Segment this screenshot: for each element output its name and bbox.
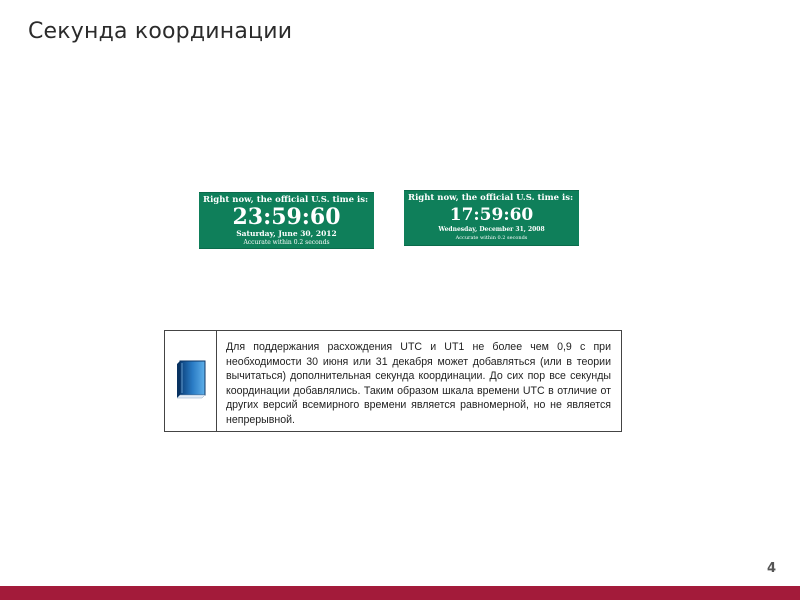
clock-caption: Right now, the official U.S. time is: bbox=[408, 193, 574, 203]
page-number: 4 bbox=[767, 561, 777, 576]
clock-caption: Right now, the official U.S. time is: bbox=[203, 195, 369, 205]
book-icon bbox=[175, 359, 208, 399]
clock-time: 17:59:60 bbox=[449, 205, 534, 225]
note-icon-cell bbox=[165, 331, 217, 431]
clock-date: Saturday, June 30, 2012 bbox=[236, 229, 337, 238]
note-box bbox=[164, 330, 622, 432]
clock-date: Wednesday, December 31, 2008 bbox=[438, 226, 545, 233]
note-text: Для поддержания расхождения UTC и UT1 не более чем 0,9 с при необходимости 30 июня или 31 декабря может добавляться (или в теории вычитаться) дополнительная секунда координации. До сих пор все секунды координации добавлялись. Таким образом шкала времени UTC в отличие от других версий всемирного времени является равномерной, но не является непрерывной. bbox=[226, 341, 611, 426]
clock-panel-2012 bbox=[199, 192, 374, 249]
slide-title: Секунда координации bbox=[28, 19, 293, 44]
clock-time: 23:59:60 bbox=[232, 204, 341, 230]
clock-panel-2008 bbox=[404, 190, 579, 246]
clock-accuracy: Accurate within 0.2 seconds bbox=[243, 239, 330, 246]
clock-accuracy: Accurate within 0.2 seconds bbox=[455, 235, 528, 241]
footer-bar bbox=[0, 586, 800, 600]
